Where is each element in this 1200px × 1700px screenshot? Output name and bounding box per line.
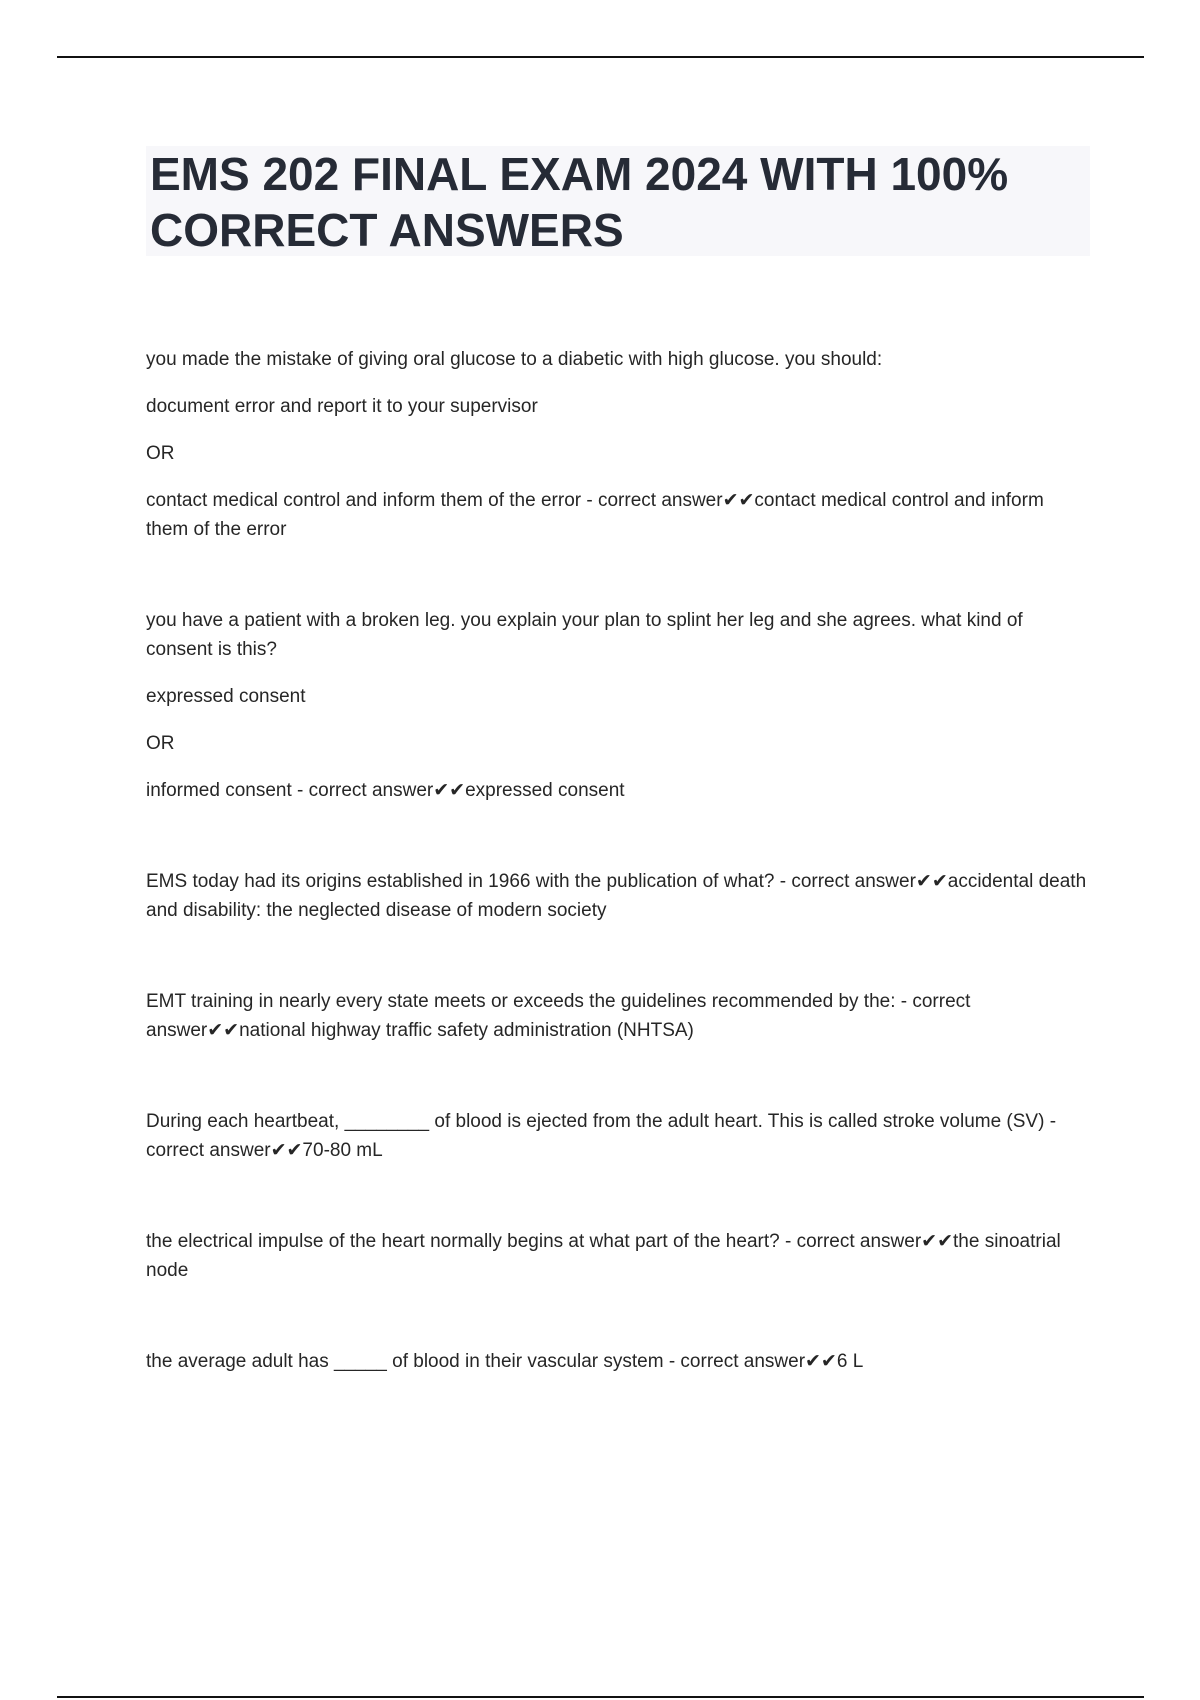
question-with-correct-answer: EMT training in nearly every state meets or exceeds the guidelines recommended by the: - correct answer✔✔national highway traffic safety administration (NHTSA) — [146, 991, 971, 1041]
question-text: you have a patient with a broken leg. you explain your plan to splint her leg and she agrees. what kind of consent is this? — [146, 610, 1023, 660]
question-item — [146, 1227, 1090, 1285]
answer-option: expressed consent — [146, 686, 306, 707]
question-with-correct-answer: During each heartbeat, ________ of blood is ejected from the adult heart. This is called stroke volume (SV) - correct answer✔✔70-80 mL — [146, 1111, 1057, 1161]
question-item — [146, 1107, 1090, 1165]
title-block — [146, 146, 1090, 256]
question-text: you made the mistake of giving oral glucose to a diabetic with high glucose. you should: — [146, 349, 883, 370]
bottom-rule — [57, 1696, 1144, 1698]
question-item — [146, 987, 1090, 1045]
or-separator: OR — [146, 733, 175, 754]
question-list — [146, 345, 1090, 1376]
document-title: EMS 202 FINAL EXAM 2024 WITH 100% CORRECT ANSWERS — [150, 148, 1009, 256]
question-item — [146, 1347, 1090, 1376]
answer-option-with-correct-answer: informed consent - correct answer✔✔expressed consent — [146, 780, 625, 801]
question-with-correct-answer: the average adult has _____ of blood in their vascular system - correct answer✔✔6 L — [146, 1351, 864, 1372]
top-rule — [57, 56, 1144, 58]
question-item — [146, 606, 1090, 805]
question-with-correct-answer: the electrical impulse of the heart normally begins at what part of the heart? - correct answer✔✔the sinoatrial node — [146, 1231, 1061, 1281]
answer-option-with-correct-answer: contact medical control and inform them of the error - correct answer✔✔contact medical control and inform them of the error — [146, 490, 1044, 540]
or-separator: OR — [146, 443, 175, 464]
answer-option: document error and report it to your supervisor — [146, 396, 538, 417]
question-with-correct-answer: EMS today had its origins established in 1966 with the publication of what? - correct answer✔✔accidental death and disability: the neglected disease of modern society — [146, 871, 1087, 921]
question-item — [146, 345, 1090, 544]
question-item — [146, 867, 1090, 925]
